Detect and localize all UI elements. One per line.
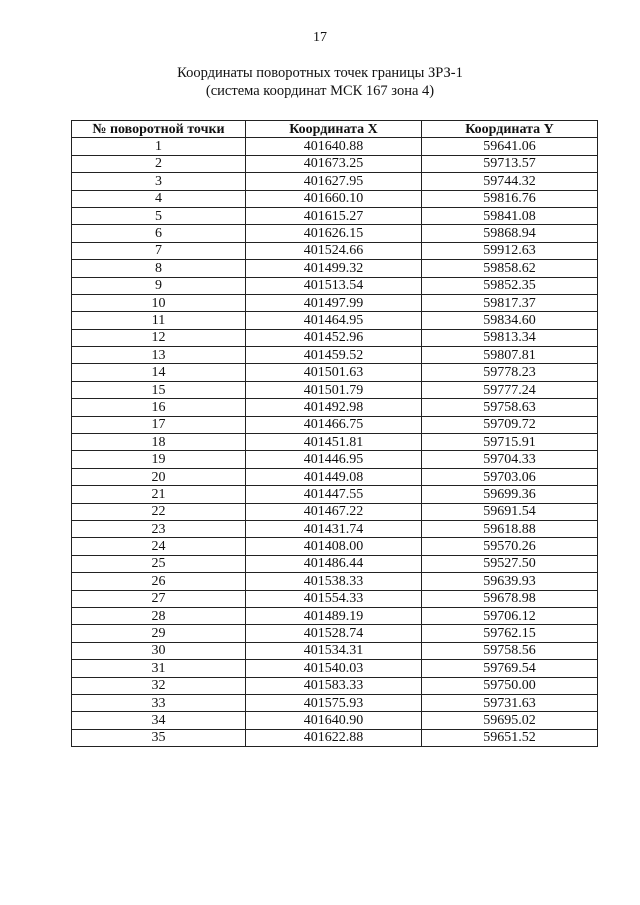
coordinate-y-cell: 59816.76: [422, 190, 598, 207]
coordinate-x-cell: 401575.93: [246, 694, 422, 711]
coordinate-y-cell: 59731.63: [422, 694, 598, 711]
coordinate-y-cell: 59858.62: [422, 260, 598, 277]
coordinate-y-cell: 59715.91: [422, 434, 598, 451]
table-row: [72, 207, 598, 224]
coordinate-y-cell: 59841.08: [422, 207, 598, 224]
coordinate-x-cell: 401615.27: [246, 207, 422, 224]
table-row: [72, 520, 598, 537]
point-number-cell: 12: [72, 329, 246, 346]
coordinate-x-cell: 401466.75: [246, 416, 422, 433]
coordinate-y-cell: 59868.94: [422, 225, 598, 242]
coordinate-x-cell: 401660.10: [246, 190, 422, 207]
coordinate-x-cell: 401451.81: [246, 434, 422, 451]
coordinate-y-cell: 59813.34: [422, 329, 598, 346]
table-row: [72, 468, 598, 485]
coordinate-x-cell: 401622.88: [246, 729, 422, 746]
table-row: [72, 590, 598, 607]
coordinates-table: [71, 120, 598, 747]
point-number-cell: 21: [72, 486, 246, 503]
coordinate-y-cell: 59704.33: [422, 451, 598, 468]
point-number-cell: 4: [72, 190, 246, 207]
coordinate-x-cell: 401538.33: [246, 573, 422, 590]
coordinate-x-cell: 401486.44: [246, 555, 422, 572]
table-row: [72, 381, 598, 398]
coordinate-y-cell: 59834.60: [422, 312, 598, 329]
coordinate-y-cell: 59699.36: [422, 486, 598, 503]
coordinate-x-cell: 401583.33: [246, 677, 422, 694]
table-row: [72, 434, 598, 451]
point-number-cell: 23: [72, 520, 246, 537]
table-row: [72, 242, 598, 259]
point-number-cell: 20: [72, 468, 246, 485]
table-row: [72, 399, 598, 416]
table-row: [72, 694, 598, 711]
coordinate-y-cell: 59762.15: [422, 625, 598, 642]
point-number-cell: 22: [72, 503, 246, 520]
coordinate-x-cell: 401446.95: [246, 451, 422, 468]
table-row: [72, 225, 598, 242]
table-row: [72, 573, 598, 590]
table-row: [72, 607, 598, 624]
coordinate-x-cell: 401501.79: [246, 381, 422, 398]
point-number-cell: 25: [72, 555, 246, 572]
point-number-cell: 15: [72, 381, 246, 398]
point-number-cell: 24: [72, 538, 246, 555]
point-number-cell: 27: [72, 590, 246, 607]
coordinate-x-cell: 401513.54: [246, 277, 422, 294]
point-number-cell: 28: [72, 607, 246, 624]
point-number-cell: 6: [72, 225, 246, 242]
table-row: [72, 538, 598, 555]
table-row: [72, 277, 598, 294]
coordinate-x-cell: 401501.63: [246, 364, 422, 381]
coordinate-y-cell: 59758.56: [422, 642, 598, 659]
coordinate-y-cell: 59758.63: [422, 399, 598, 416]
point-number-cell: 30: [72, 642, 246, 659]
point-number-cell: 29: [72, 625, 246, 642]
coordinate-x-cell: 401467.22: [246, 503, 422, 520]
coordinate-y-cell: 59769.54: [422, 660, 598, 677]
coordinate-x-cell: 401554.33: [246, 590, 422, 607]
table-row: [72, 416, 598, 433]
point-number-cell: 2: [72, 155, 246, 172]
coordinate-x-cell: 401489.19: [246, 607, 422, 624]
page-number: 17: [313, 30, 327, 45]
coordinate-x-cell: 401540.03: [246, 660, 422, 677]
coordinate-x-cell: 401447.55: [246, 486, 422, 503]
table-row: [72, 190, 598, 207]
coordinate-y-cell: 59570.26: [422, 538, 598, 555]
coordinate-x-cell: 401449.08: [246, 468, 422, 485]
coordinate-x-cell: 401626.15: [246, 225, 422, 242]
table-row: [72, 294, 598, 311]
coordinate-y-cell: 59639.93: [422, 573, 598, 590]
coordinate-y-cell: 59744.32: [422, 173, 598, 190]
coordinate-y-cell: 59651.52: [422, 729, 598, 746]
coordinate-y-cell: 59777.24: [422, 381, 598, 398]
point-number-cell: 32: [72, 677, 246, 694]
table-row: [72, 660, 598, 677]
point-number-cell: 13: [72, 347, 246, 364]
coordinate-y-cell: 59713.57: [422, 155, 598, 172]
point-number-cell: 26: [72, 573, 246, 590]
coordinate-x-cell: 401452.96: [246, 329, 422, 346]
coordinate-y-cell: 59618.88: [422, 520, 598, 537]
table-row: [72, 173, 598, 190]
document-title: [0, 64, 640, 100]
table-row: [72, 486, 598, 503]
title-line-2: (система координат МСК 167 зона 4): [205, 83, 435, 99]
coordinate-y-cell: 59817.37: [422, 294, 598, 311]
point-number-cell: 31: [72, 660, 246, 677]
point-number-cell: 16: [72, 399, 246, 416]
table-row: [72, 347, 598, 364]
coordinate-y-cell: 59852.35: [422, 277, 598, 294]
header-coordinate-x: Координата X: [246, 121, 422, 138]
coordinate-y-cell: 59778.23: [422, 364, 598, 381]
coordinate-x-cell: 401464.95: [246, 312, 422, 329]
coordinate-x-cell: 401524.66: [246, 242, 422, 259]
coordinate-x-cell: 401431.74: [246, 520, 422, 537]
table-row: [72, 312, 598, 329]
point-number-cell: 34: [72, 712, 246, 729]
point-number-cell: 1: [72, 138, 246, 155]
table-row: [72, 642, 598, 659]
coordinate-x-cell: 401499.32: [246, 260, 422, 277]
coordinate-x-cell: 401528.74: [246, 625, 422, 642]
table-row: [72, 138, 598, 155]
table-row: [72, 451, 598, 468]
table-row: [72, 329, 598, 346]
coordinate-x-cell: 401459.52: [246, 347, 422, 364]
table-row: [72, 677, 598, 694]
point-number-cell: 17: [72, 416, 246, 433]
coordinate-x-cell: 401673.25: [246, 155, 422, 172]
table-row: [72, 712, 598, 729]
table-row: [72, 503, 598, 520]
table-header-row: [72, 121, 598, 138]
point-number-cell: 8: [72, 260, 246, 277]
coordinate-x-cell: 401534.31: [246, 642, 422, 659]
coordinate-x-cell: 401492.98: [246, 399, 422, 416]
coordinate-y-cell: 59750.00: [422, 677, 598, 694]
coordinate-y-cell: 59527.50: [422, 555, 598, 572]
coordinate-y-cell: 59912.63: [422, 242, 598, 259]
point-number-cell: 9: [72, 277, 246, 294]
coordinate-x-cell: 401640.90: [246, 712, 422, 729]
table-row: [72, 625, 598, 642]
header-point-number: № поворотной точки: [72, 121, 246, 138]
coordinate-x-cell: 401497.99: [246, 294, 422, 311]
coordinate-x-cell: 401640.88: [246, 138, 422, 155]
point-number-cell: 7: [72, 242, 246, 259]
point-number-cell: 5: [72, 207, 246, 224]
coordinate-x-cell: 401408.00: [246, 538, 422, 555]
coordinate-y-cell: 59641.06: [422, 138, 598, 155]
table-row: [72, 364, 598, 381]
coordinate-y-cell: 59706.12: [422, 607, 598, 624]
point-number-cell: 19: [72, 451, 246, 468]
coordinate-y-cell: 59703.06: [422, 468, 598, 485]
coordinate-y-cell: 59695.02: [422, 712, 598, 729]
point-number-cell: 14: [72, 364, 246, 381]
point-number-cell: 33: [72, 694, 246, 711]
coordinate-y-cell: 59807.81: [422, 347, 598, 364]
point-number-cell: 35: [72, 729, 246, 746]
coordinate-y-cell: 59678.98: [422, 590, 598, 607]
table-body: [72, 138, 598, 747]
table-row: [72, 260, 598, 277]
table-row: [72, 155, 598, 172]
coordinate-x-cell: 401627.95: [246, 173, 422, 190]
point-number-cell: 10: [72, 294, 246, 311]
point-number-cell: 18: [72, 434, 246, 451]
table-row: [72, 729, 598, 746]
header-coordinate-y: Координата Y: [422, 121, 598, 138]
point-number-cell: 3: [72, 173, 246, 190]
title-line-1: Координаты поворотных точек границы ЗРЗ-1: [177, 65, 463, 81]
table-row: [72, 555, 598, 572]
point-number-cell: 11: [72, 312, 246, 329]
coordinate-y-cell: 59691.54: [422, 503, 598, 520]
coordinate-y-cell: 59709.72: [422, 416, 598, 433]
